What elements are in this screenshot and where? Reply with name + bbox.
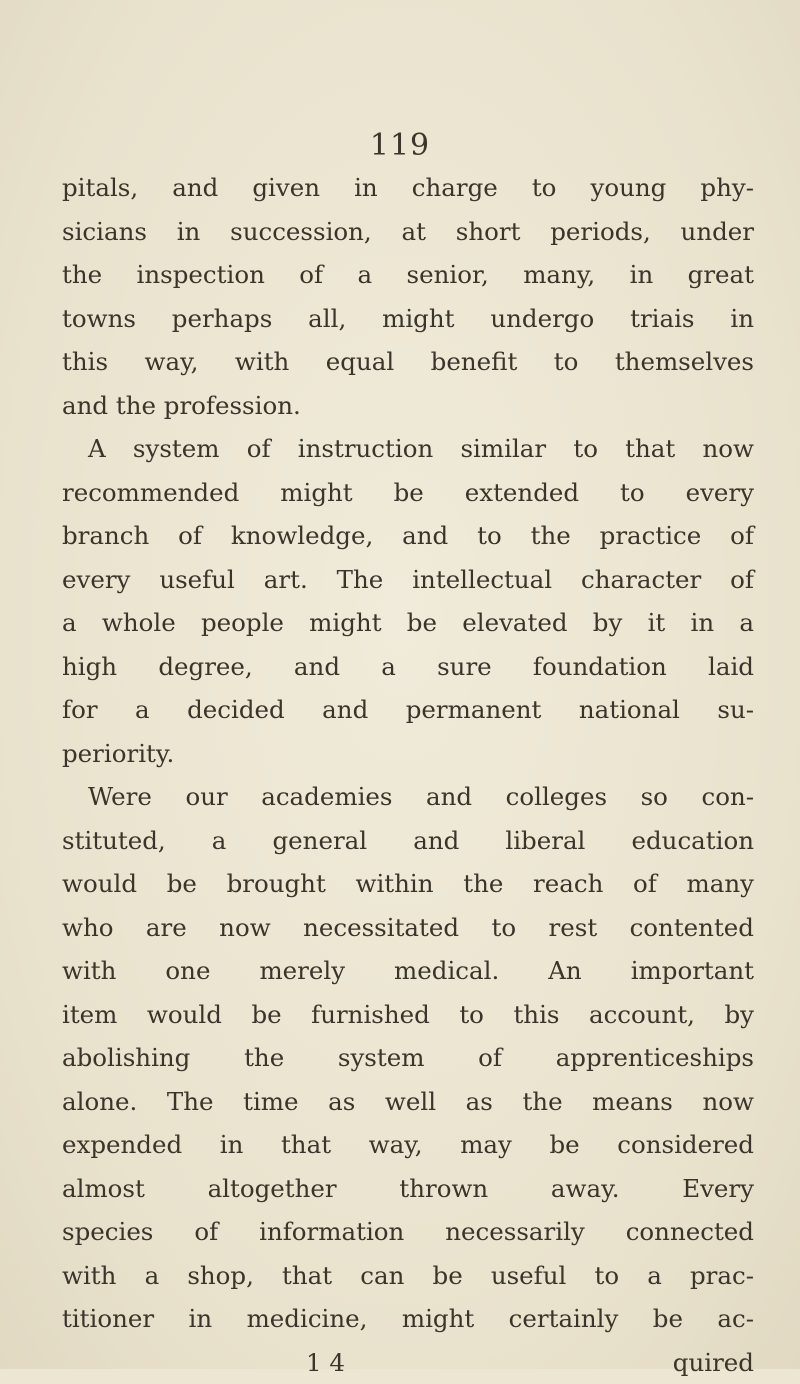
text-line: sicians in succession, at short periods, under [62, 210, 754, 254]
text-line: branch of knowledge, and to the practice of [62, 514, 754, 558]
text-line: item would be furnished to this account, by [62, 993, 754, 1037]
text-line: with a shop, that can be useful to a prac- [62, 1254, 754, 1298]
text-line: alone. The time as well as the means now [62, 1080, 754, 1124]
paragraph-2 [62, 427, 754, 775]
text-line: recommended might be extended to every [62, 471, 754, 515]
text-line: species of information necessarily connected [62, 1210, 754, 1254]
text-line: stituted, a general and liberal education [62, 819, 754, 863]
text-line: abolishing the system of apprenticeships [62, 1036, 754, 1080]
text-line: with one merely medical. An important [62, 949, 754, 993]
paragraph-1 [62, 166, 754, 427]
text-line: pitals, and given in charge to young phy- [62, 166, 754, 210]
text-line: for a decided and permanent national su- [62, 688, 754, 732]
text-line: who are now necessitated to rest contented [62, 906, 754, 950]
text-line: A system of instruction similar to that now [62, 427, 754, 471]
text-line: Were our academies and colleges so con- [62, 775, 754, 819]
text-line: this way, with equal benefit to themselves [62, 340, 754, 384]
catchword: quired [673, 1341, 754, 1384]
text-line: every useful art. The intellectual character of [62, 558, 754, 602]
text-line: periority. [62, 732, 754, 776]
text-line: expended in that way, may be considered [62, 1123, 754, 1167]
page-number: 119 [0, 128, 800, 163]
text-line: high degree, and a sure foundation laid [62, 645, 754, 689]
signature-mark: 1 4 [306, 1341, 345, 1384]
text-line: and the profession. [62, 384, 754, 428]
text-line: almost altogether thrown away. Every [62, 1167, 754, 1211]
body-text [62, 166, 754, 1384]
paragraph-3 [62, 775, 754, 1341]
text-line: would be brought within the reach of many [62, 862, 754, 906]
text-line: towns perhaps all, might undergo triais in [62, 297, 754, 341]
text-line: the inspection of a senior, many, in great [62, 253, 754, 297]
text-line: a whole people might be elevated by it in a [62, 601, 754, 645]
page-footer [62, 1341, 754, 1384]
text-line: titioner in medicine, might certainly be ac- [62, 1297, 754, 1341]
